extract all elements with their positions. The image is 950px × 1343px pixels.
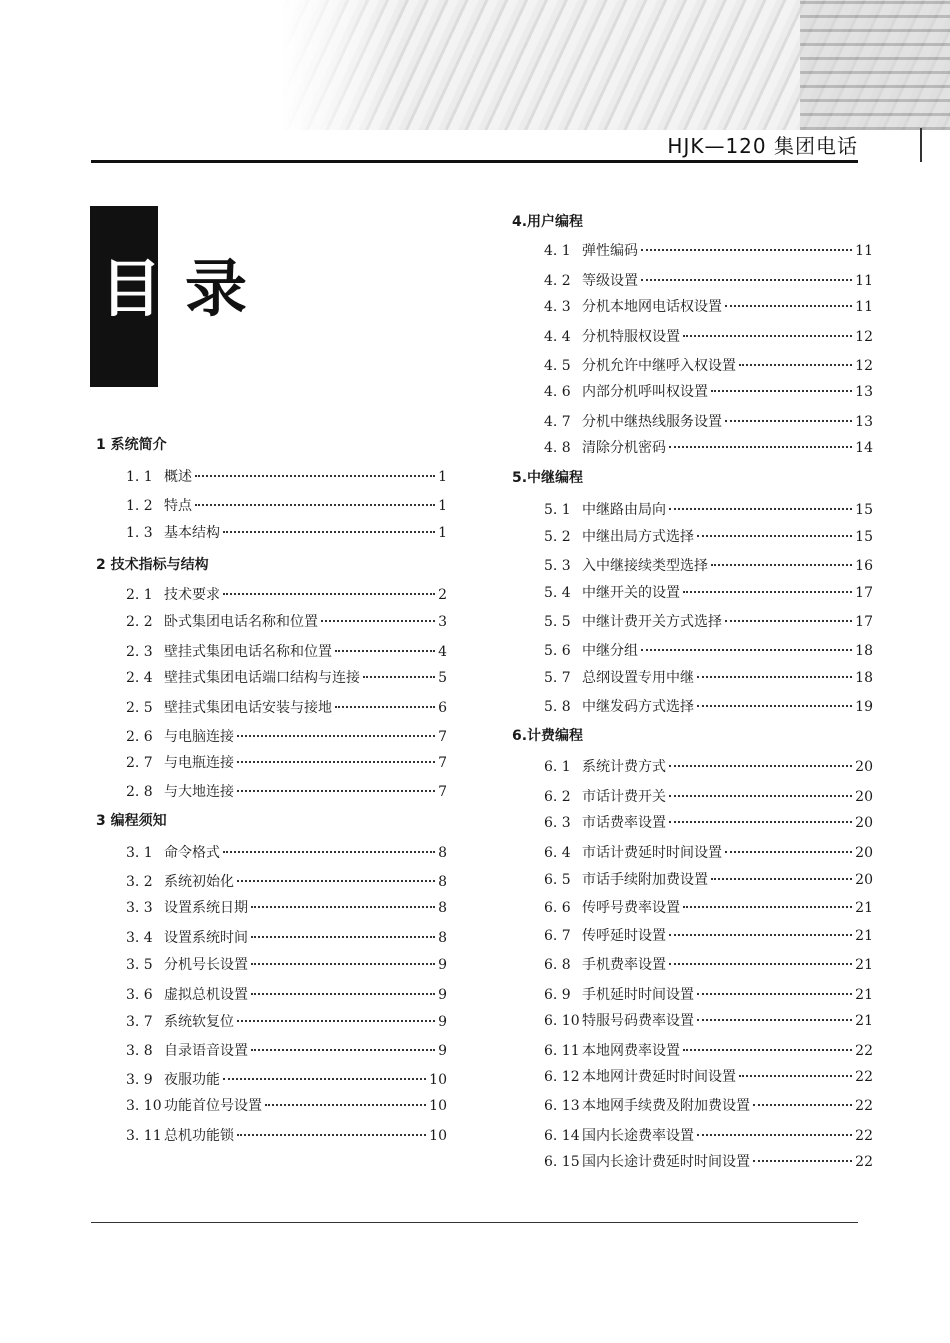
toc-entry[interactable]: [544, 557, 873, 575]
toc-entry-title: 入中继接续类型选择: [582, 558, 708, 574]
toc-entry-number: 2. 8: [126, 784, 153, 800]
toc-leader-dots: [725, 619, 852, 622]
toc-entry-page: 10: [429, 1128, 447, 1144]
toc-entry-page: 8: [438, 874, 447, 890]
toc-entry[interactable]: [544, 788, 873, 806]
toc-entry-page: 22: [855, 1069, 873, 1085]
toc-entry[interactable]: [126, 669, 447, 687]
toc-entry-number: 3. 1: [126, 845, 153, 861]
toc-entry-number: 4. 1: [544, 243, 571, 259]
toc-leader-dots: [251, 935, 435, 938]
toc-entry[interactable]: [544, 642, 873, 660]
toc-entry-number: 5. 1: [544, 502, 571, 518]
toc-entry-number: 4. 2: [544, 273, 571, 289]
toc-entry[interactable]: [544, 242, 873, 260]
toc-entry-page: 21: [855, 928, 873, 944]
toc-entry-title: 基本结构: [164, 525, 220, 541]
toc-entry-number: 2. 7: [126, 755, 153, 771]
toc-leader-dots: [739, 1074, 852, 1077]
toc-entry-title: 壁挂式集团电话端口结构与连接: [164, 670, 360, 686]
toc-entry-page: 12: [855, 329, 873, 345]
toc-leader-dots: [711, 563, 852, 566]
toc-entry[interactable]: [544, 1042, 873, 1060]
toc-leader-dots: [683, 1048, 852, 1051]
toc-entry[interactable]: [544, 1012, 873, 1030]
toc-entry-title: 壁挂式集团电话安装与接地: [164, 700, 332, 716]
toc-entry-title: 虚拟总机设置: [164, 987, 248, 1003]
toc-entry-title: 手机延时时间设置: [582, 987, 694, 1003]
toc-entry[interactable]: [126, 524, 447, 542]
toc-entry-page: 1: [438, 498, 447, 514]
toc-entry-title: 本地网费率设置: [582, 1043, 680, 1059]
toc-entry-page: 14: [855, 440, 873, 456]
toc-entry-number: 6. 12: [544, 1069, 580, 1085]
toc-entry[interactable]: [544, 871, 873, 889]
toc-entry-number: 4. 5: [544, 358, 571, 374]
toc-section-heading: 4.用户编程: [512, 214, 584, 230]
toc-leader-dots: [251, 905, 435, 908]
toc-entry-number: 1. 3: [126, 525, 153, 541]
toc-entry[interactable]: [126, 956, 447, 974]
toc-entry-page: 11: [855, 243, 873, 259]
toc-entry-title: 设置系统日期: [164, 900, 248, 916]
toc-entry[interactable]: [544, 1127, 873, 1145]
toc-entry-title: 中继发码方式选择: [582, 699, 694, 715]
toc-entry-page: 10: [429, 1098, 447, 1114]
toc-entry-page: 6: [438, 700, 447, 716]
toc-entry-page: 11: [855, 299, 873, 315]
toc-entry-number: 5. 2: [544, 529, 571, 545]
toc-entry[interactable]: [544, 1068, 873, 1086]
toc-entry-title: 系统初始化: [164, 874, 234, 890]
toc-entry-number: 2. 1: [126, 587, 153, 603]
toc-entry-page: 12: [855, 358, 873, 374]
toc-entry-page: 20: [855, 789, 873, 805]
toc-entry-number: 1. 2: [126, 498, 153, 514]
toc-heading-char-2: 录: [185, 252, 248, 325]
toc-entry-page: 20: [855, 845, 873, 861]
toc-entry-page: 10: [429, 1072, 447, 1088]
toc-entry-title: 壁挂式集团电话名称和位置: [164, 644, 332, 660]
toc-entry[interactable]: [126, 1013, 447, 1031]
toc-entry[interactable]: [544, 1153, 873, 1171]
toc-leader-dots: [195, 474, 435, 477]
toc-leader-dots: [363, 675, 435, 678]
toc-entry[interactable]: [544, 758, 873, 776]
toc-entry-title: 特点: [164, 498, 192, 514]
toc-entry-title: 总机功能锁: [164, 1128, 234, 1144]
toc-entry-title: 分机号长设置: [164, 957, 248, 973]
toc-entry-title: 本地网手续费及附加费设置: [582, 1098, 750, 1114]
toc-entry-page: 20: [855, 759, 873, 775]
toc-leader-dots: [223, 850, 435, 853]
toc-leader-dots: [669, 962, 852, 965]
toc-entry-page: 13: [855, 414, 873, 430]
toc-entry[interactable]: [126, 1042, 447, 1060]
toc-leader-dots: [223, 592, 435, 595]
toc-entry-title: 总纲设置专用中继: [582, 670, 694, 686]
toc-entry-page: 17: [855, 614, 873, 630]
toc-leader-dots: [669, 933, 852, 936]
toc-section-heading: 5.中继编程: [512, 470, 584, 486]
toc-entry-page: 7: [438, 729, 447, 745]
toc-entry-page: 1: [438, 525, 447, 541]
toc-entry-page: 7: [438, 784, 447, 800]
toc-entry[interactable]: [126, 468, 447, 486]
toc-entry-number: 3. 9: [126, 1072, 153, 1088]
toc-leader-dots: [641, 248, 852, 251]
toc-entry[interactable]: [544, 357, 873, 375]
toc-entry-page: 20: [855, 815, 873, 831]
toc-entry-title: 系统计费方式: [582, 759, 666, 775]
toc-entry[interactable]: [126, 986, 447, 1004]
toc-entry-number: 6. 14: [544, 1128, 580, 1144]
toc-entry[interactable]: [126, 497, 447, 515]
toc-entry[interactable]: [126, 1071, 447, 1089]
toc-entry-page: 2: [438, 587, 447, 603]
toc-entry-number: 3. 2: [126, 874, 153, 890]
toc-entry[interactable]: [126, 783, 447, 801]
toc-entry-page: 11: [855, 273, 873, 289]
toc-entry-title: 传呼号费率设置: [582, 900, 680, 916]
toc-entry-number: 2. 3: [126, 644, 153, 660]
toc-leader-dots: [725, 419, 852, 422]
toc-leader-dots: [265, 1103, 426, 1106]
toc-entry[interactable]: [544, 613, 873, 631]
toc-entry-title: 本地网计费延时时间设置: [582, 1069, 736, 1085]
toc-entry-title: 分机中继热线服务设置: [582, 414, 722, 430]
toc-entry-number: 4. 3: [544, 299, 571, 315]
toc-entry-page: 5: [438, 670, 447, 686]
toc-entry-title: 市话计费开关: [582, 789, 666, 805]
toc-entry-number: 2. 2: [126, 614, 153, 630]
toc-entry-number: 6. 4: [544, 845, 571, 861]
toc-entry-title: 国内长途费率设置: [582, 1128, 694, 1144]
toc-leader-dots: [725, 850, 852, 853]
toc-leader-dots: [711, 877, 852, 880]
toc-entry-title: 设置系统时间: [164, 930, 248, 946]
toc-leader-dots: [669, 794, 852, 797]
toc-entry-page: 3: [438, 614, 447, 630]
page-header-title: HJK—120 集团电话: [667, 134, 858, 158]
toc-leader-dots: [725, 304, 852, 307]
toc-leader-dots: [223, 1077, 426, 1080]
toc-leader-dots: [237, 760, 435, 763]
toc-section-heading: 1 系统简介: [96, 437, 167, 453]
toc-entry-page: 9: [438, 957, 447, 973]
toc-entry-number: 6. 10: [544, 1013, 580, 1029]
toc-leader-dots: [711, 389, 852, 392]
toc-entry-title: 与大地连接: [164, 784, 234, 800]
toc-entry-title: 中继分组: [582, 643, 638, 659]
toc-entry-number: 6. 5: [544, 872, 571, 888]
toc-entry-number: 6. 7: [544, 928, 571, 944]
toc-entry-number: 6. 9: [544, 987, 571, 1003]
toc-entry-title: 国内长途计费延时时间设置: [582, 1154, 750, 1170]
toc-leader-dots: [697, 704, 852, 707]
toc-entry[interactable]: [544, 528, 873, 546]
toc-entry-number: 5. 6: [544, 643, 571, 659]
toc-leader-dots: [683, 905, 852, 908]
toc-entry[interactable]: [544, 383, 873, 401]
toc-entry-number: 6. 11: [544, 1043, 580, 1059]
toc-entry[interactable]: [126, 844, 447, 862]
toc-leader-dots: [223, 530, 435, 533]
toc-entry-number: 4. 7: [544, 414, 571, 430]
toc-entry-page: 21: [855, 987, 873, 1003]
toc-entry-title: 分机本地网电话权设置: [582, 299, 722, 315]
toc-entry-title: 卧式集团电话名称和位置: [164, 614, 318, 630]
toc-entry-page: 15: [855, 529, 873, 545]
header-rule: [91, 160, 858, 163]
toc-entry-title: 系统软复位: [164, 1014, 234, 1030]
toc-entry[interactable]: [126, 586, 447, 604]
toc-entry-page: 8: [438, 930, 447, 946]
toc-leader-dots: [669, 445, 852, 448]
toc-entry-page: 18: [855, 643, 873, 659]
toc-entry-title: 分机允许中继呼入权设置: [582, 358, 736, 374]
toc-entry[interactable]: [544, 298, 873, 316]
toc-heading-char-1: 目: [100, 252, 163, 325]
toc-entry-title: 与电脑连接: [164, 729, 234, 745]
toc-entry-title: 与电瓶连接: [164, 755, 234, 771]
toc-entry[interactable]: [544, 956, 873, 974]
toc-entry[interactable]: [126, 873, 447, 891]
toc-leader-dots: [237, 1133, 426, 1136]
side-tick: [920, 128, 922, 162]
toc-entry-page: 1: [438, 469, 447, 485]
toc-leader-dots: [697, 675, 852, 678]
toc-leader-dots: [251, 962, 435, 965]
toc-entry-title: 内部分机呼叫权设置: [582, 384, 708, 400]
toc-leader-dots: [753, 1103, 852, 1106]
toc-entry-page: 17: [855, 585, 873, 601]
toc-entry-title: 手机费率设置: [582, 957, 666, 973]
toc-entry-number: 4. 4: [544, 329, 571, 345]
toc-entry-title: 夜服功能: [164, 1072, 220, 1088]
toc-entry-page: 22: [855, 1043, 873, 1059]
toc-entry-number: 5. 3: [544, 558, 571, 574]
toc-entry-page: 22: [855, 1128, 873, 1144]
toc-entry-title: 特服号码费率设置: [582, 1013, 694, 1029]
toc-entry[interactable]: [544, 584, 873, 602]
toc-entry-number: 3. 5: [126, 957, 153, 973]
toc-entry-title: 市话费率设置: [582, 815, 666, 831]
toc-section-heading: 6.计费编程: [512, 728, 584, 744]
toc-entry-number: 2. 4: [126, 670, 153, 686]
toc-section-heading: 2 技术指标与结构: [96, 557, 209, 573]
toc-entry-number: 3. 4: [126, 930, 153, 946]
toc-leader-dots: [237, 789, 435, 792]
toc-entry[interactable]: [544, 669, 873, 687]
toc-entry[interactable]: [544, 698, 873, 716]
toc-entry-number: 6. 8: [544, 957, 571, 973]
toc-entry[interactable]: [544, 439, 873, 457]
toc-entry-number: 5. 4: [544, 585, 571, 601]
toc-entry-page: 18: [855, 670, 873, 686]
toc-entry-title: 自录语音设置: [164, 1043, 248, 1059]
toc-entry-number: 5. 8: [544, 699, 571, 715]
toc-entry-title: 功能首位号设置: [164, 1098, 262, 1114]
toc-entry-number: 4. 8: [544, 440, 571, 456]
toc-entry-page: 9: [438, 1043, 447, 1059]
toc-entry-title: 中继计费开关方式选择: [582, 614, 722, 630]
toc-entry-number: 4. 6: [544, 384, 571, 400]
toc-entry-page: 4: [438, 644, 447, 660]
toc-entry[interactable]: [126, 613, 447, 631]
toc-entry-title: 命令格式: [164, 845, 220, 861]
toc-entry-title: 市话计费延时时间设置: [582, 845, 722, 861]
toc-entry[interactable]: [544, 328, 873, 346]
toc-leader-dots: [697, 1018, 852, 1021]
toc-leader-dots: [251, 992, 435, 995]
toc-leader-dots: [335, 649, 435, 652]
toc-entry-number: 1. 1: [126, 469, 153, 485]
toc-entry-title: 中继开关的设置: [582, 585, 680, 601]
toc-entry-number: 2. 6: [126, 729, 153, 745]
toc-entry[interactable]: [126, 699, 447, 717]
toc-leader-dots: [683, 334, 852, 337]
toc-entry-number: 3. 8: [126, 1043, 153, 1059]
toc-entry[interactable]: [544, 986, 873, 1004]
toc-leader-dots: [641, 648, 852, 651]
toc-entry-title: 技术要求: [164, 587, 220, 603]
toc-entry[interactable]: [544, 927, 873, 945]
toc-entry-page: 22: [855, 1154, 873, 1170]
toc-entry-number: 5. 5: [544, 614, 571, 630]
toc-entry[interactable]: [126, 899, 447, 917]
toc-leader-dots: [669, 507, 852, 510]
toc-leader-dots: [697, 534, 852, 537]
toc-entry[interactable]: [544, 844, 873, 862]
toc-entry[interactable]: [126, 929, 447, 947]
toc-leader-dots: [697, 1133, 852, 1136]
toc-leader-dots: [641, 278, 852, 281]
toc-entry-page: 9: [438, 987, 447, 1003]
toc-entry-page: 20: [855, 872, 873, 888]
toc-entry-number: 6. 15: [544, 1154, 580, 1170]
toc-entry-title: 传呼延时设置: [582, 928, 666, 944]
toc-section-heading: 3 编程须知: [96, 813, 167, 829]
toc-entry-number: 6. 3: [544, 815, 571, 831]
toc-entry[interactable]: [544, 501, 873, 519]
toc-leader-dots: [683, 590, 852, 593]
toc-leader-dots: [753, 1159, 852, 1162]
toc-entry[interactable]: [126, 1127, 447, 1145]
toc-entry[interactable]: [126, 754, 447, 772]
toc-entry[interactable]: [126, 1097, 447, 1115]
toc-entry-page: 16: [855, 558, 873, 574]
header-decoration-image: [280, 0, 950, 130]
toc-leader-dots: [669, 764, 852, 767]
toc-entry-page: 21: [855, 1013, 873, 1029]
toc-leader-dots: [251, 1048, 435, 1051]
toc-leader-dots: [739, 363, 852, 366]
toc-entry-page: 15: [855, 502, 873, 518]
toc-leader-dots: [669, 820, 852, 823]
toc-entry-title: 中继路由局向: [582, 502, 666, 518]
toc-entry-page: 8: [438, 900, 447, 916]
toc-entry-title: 弹性编码: [582, 243, 638, 259]
toc-leader-dots: [697, 992, 852, 995]
toc-leader-dots: [195, 503, 435, 506]
toc-entry-page: 21: [855, 957, 873, 973]
toc-leader-dots: [237, 734, 435, 737]
toc-entry-number: 5. 7: [544, 670, 571, 686]
toc-entry-number: 3. 6: [126, 987, 153, 1003]
toc-entry[interactable]: [126, 728, 447, 746]
toc-entry-page: 19: [855, 699, 873, 715]
toc-entry-number: 6. 6: [544, 900, 571, 916]
footer-rule: [91, 1222, 858, 1223]
toc-entry-title: 分机特服权设置: [582, 329, 680, 345]
toc-entry-number: 6. 2: [544, 789, 571, 805]
toc-entry-page: 7: [438, 755, 447, 771]
toc-entry-title: 概述: [164, 469, 192, 485]
toc-entry-number: 3. 10: [126, 1098, 162, 1114]
toc-entry[interactable]: [544, 814, 873, 832]
toc-entry[interactable]: [126, 643, 447, 661]
toc-entry-number: 6. 1: [544, 759, 571, 775]
toc-entry[interactable]: [544, 899, 873, 917]
toc-entry-number: 6. 13: [544, 1098, 580, 1114]
toc-entry-page: 13: [855, 384, 873, 400]
toc-leader-dots: [335, 705, 435, 708]
toc-entry-number: 3. 3: [126, 900, 153, 916]
toc-entry-page: 8: [438, 845, 447, 861]
toc-entry[interactable]: [544, 1097, 873, 1115]
toc-entry-page: 21: [855, 900, 873, 916]
toc-entry[interactable]: [544, 272, 873, 290]
toc-entry-page: 22: [855, 1098, 873, 1114]
toc-entry-number: 3. 7: [126, 1014, 153, 1030]
toc-entry-page: 9: [438, 1014, 447, 1030]
toc-entry-title: 清除分机密码: [582, 440, 666, 456]
toc-leader-dots: [237, 1019, 435, 1022]
toc-entry-number: 3. 11: [126, 1128, 162, 1144]
toc-leader-dots: [237, 879, 435, 882]
toc-entry-title: 市话手续附加费设置: [582, 872, 708, 888]
toc-leader-dots: [321, 619, 435, 622]
toc-entry[interactable]: [544, 413, 873, 431]
toc-entry-title: 中继出局方式选择: [582, 529, 694, 545]
toc-entry-number: 2. 5: [126, 700, 153, 716]
toc-entry-title: 等级设置: [582, 273, 638, 289]
